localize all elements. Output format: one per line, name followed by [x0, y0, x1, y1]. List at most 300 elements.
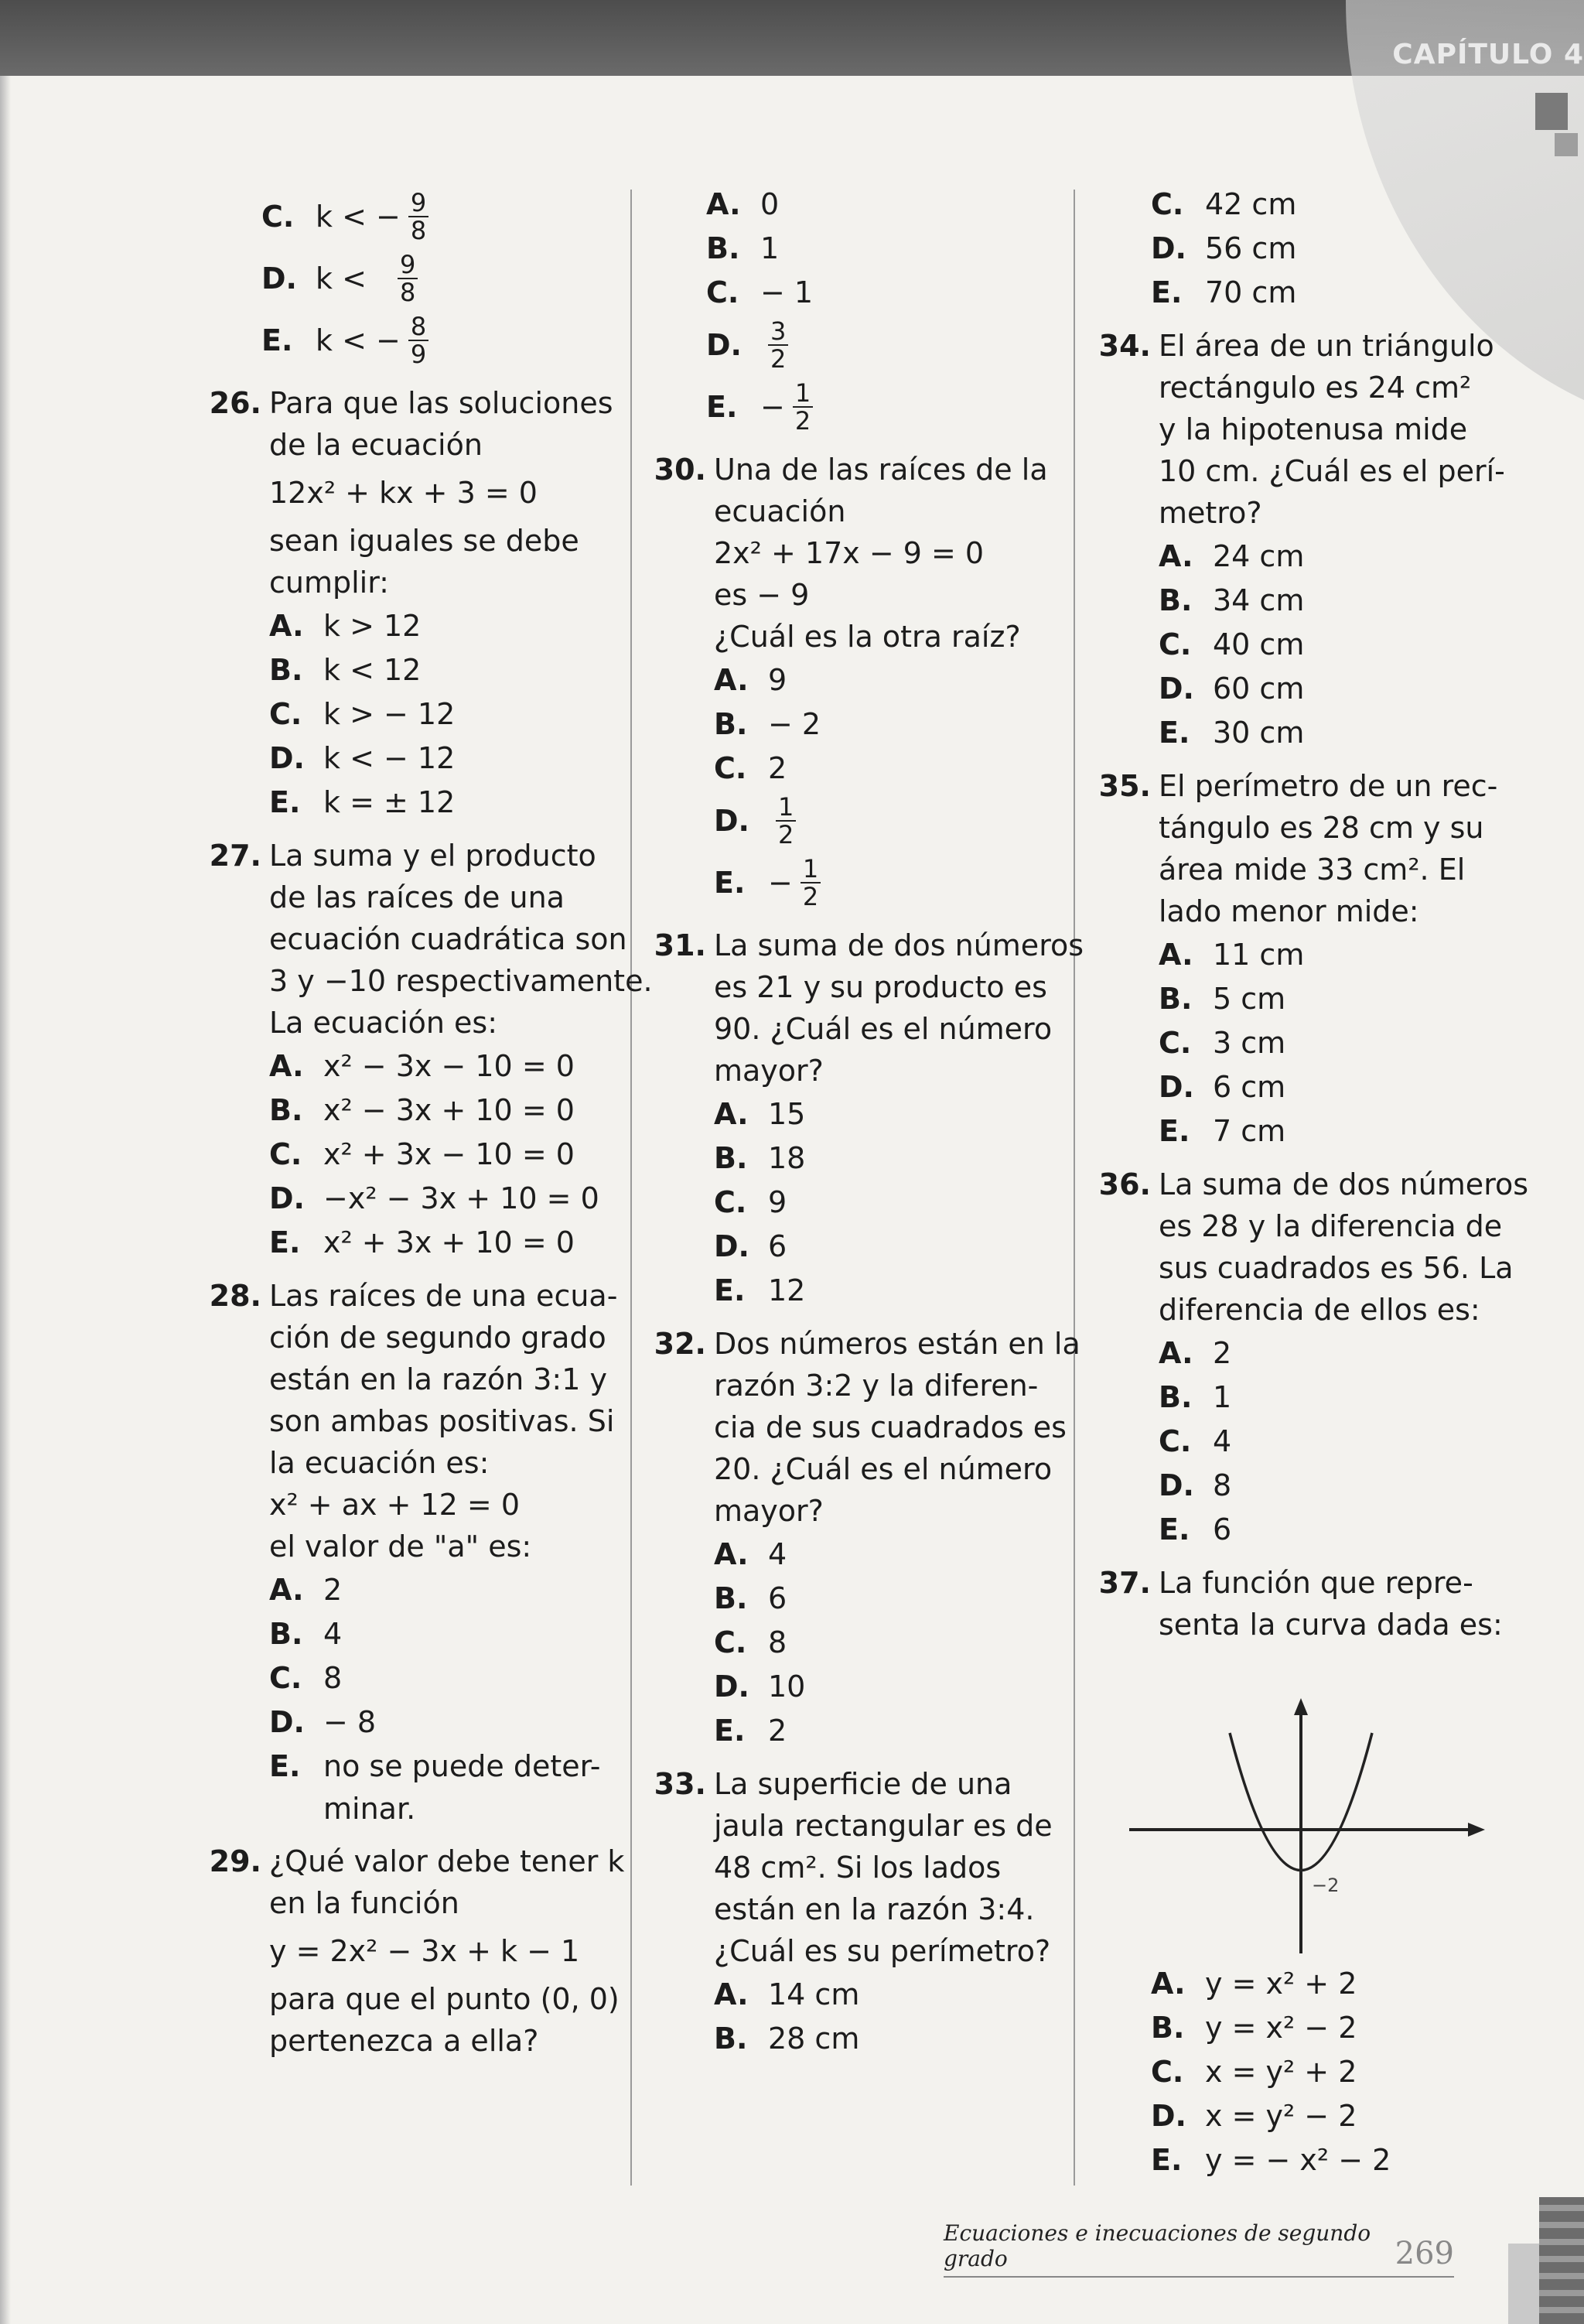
option-text: x² + 3x − 10 = 0 — [323, 1136, 575, 1171]
question-text: La ecuación es: — [269, 1006, 498, 1040]
question-36 — [1098, 1164, 1529, 1551]
option-letter: E. — [714, 1713, 746, 1748]
question-number: 29. — [209, 1844, 261, 1878]
option-letter: E. — [1159, 715, 1190, 750]
option-row — [1159, 1463, 1528, 1507]
question-26 — [209, 382, 613, 824]
option-letter: B. — [269, 1092, 303, 1127]
option-letter: E. — [269, 784, 301, 819]
numerator: 8 — [408, 313, 428, 341]
option-row — [714, 1180, 1084, 1224]
option-row — [1159, 710, 1505, 754]
option-text: 8 — [323, 1660, 343, 1695]
question-text: ¿Qué valor debe tener k — [269, 1844, 625, 1878]
option-letter: E. — [269, 1748, 301, 1783]
question-text: en la función — [269, 1886, 459, 1920]
option-text: 2 — [323, 1572, 343, 1607]
option-list — [269, 1567, 617, 1788]
question-text-block — [1159, 765, 1497, 932]
x-axis-arrow — [1468, 1823, 1485, 1837]
option-row — [269, 1611, 617, 1656]
option-letter: D. — [1159, 1069, 1194, 1104]
option-list — [714, 658, 1056, 790]
question-text: La función que repre- — [1159, 1566, 1473, 1600]
question-text: de la ecuación — [269, 428, 483, 462]
option-letter: C. — [269, 1660, 302, 1695]
option-row — [1159, 1507, 1528, 1551]
question-text: Para que las soluciones — [269, 386, 613, 420]
option-row — [269, 736, 613, 780]
option-letter: B. — [269, 652, 303, 687]
option-list — [1159, 534, 1505, 754]
option-text: x² − 3x + 10 = 0 — [323, 1092, 575, 1127]
question-text: jaula rectangular es de — [714, 1809, 1053, 1843]
question-number: 37. — [1098, 1566, 1151, 1600]
question-body — [714, 1763, 1056, 2060]
option-letter: D. — [1159, 671, 1194, 706]
option-letter: B. — [269, 1616, 303, 1651]
question-33 — [654, 1763, 1056, 2060]
option-text: 42 cm — [1205, 186, 1297, 221]
question-28 — [209, 1275, 618, 1830]
option-row — [269, 1176, 653, 1220]
footer-title: Ecuaciones e inecuaciones de segundo grado — [944, 2220, 1371, 2271]
option-text: − 8 — [323, 1704, 377, 1739]
option-text: 2 — [1213, 1335, 1232, 1370]
question-text: ¿Cuál es su perímetro? — [714, 1934, 1051, 1968]
option-letter: C. — [714, 1184, 747, 1219]
option-row — [269, 1044, 653, 1088]
option-row — [1159, 1109, 1497, 1153]
option-text: 30 cm — [1213, 715, 1305, 750]
option-text: 12 — [768, 1273, 806, 1307]
question-text: la ecuación es: — [269, 1446, 490, 1480]
option-text: 2 — [768, 750, 787, 785]
option-row — [706, 182, 1056, 226]
option-text: k < − — [316, 200, 401, 234]
question-35 — [1098, 765, 1498, 1153]
question-text: el valor de "a" es: — [269, 1529, 532, 1564]
question-number: 30. — [654, 453, 706, 487]
option-text: 24 cm — [1213, 538, 1305, 573]
question-number: 33. — [654, 1767, 706, 1801]
fraction — [793, 380, 813, 434]
question-text: Las raíces de una ecua- — [269, 1279, 618, 1313]
numerator: 1 — [776, 794, 796, 822]
option-row — [1159, 534, 1505, 578]
fraction — [768, 318, 788, 372]
question-body — [714, 924, 1084, 1312]
numerator: 9 — [398, 251, 418, 279]
option-letter: E. — [1151, 275, 1183, 309]
question-number: 27. — [209, 839, 261, 873]
option-row — [1159, 1065, 1497, 1109]
question-text: 2x² + 17x − 9 = 0 — [714, 536, 985, 570]
option-list — [1151, 1961, 1491, 2182]
option-letter: A. — [714, 1536, 749, 1571]
option-letter: A. — [269, 1048, 304, 1083]
option-letter: B. — [1159, 583, 1193, 617]
chapter-label: CAPÍTULO 4 — [1392, 39, 1584, 70]
question-number: 34. — [1098, 329, 1151, 363]
option-text: −x² − 3x + 10 = 0 — [323, 1181, 599, 1215]
question-number: 26. — [209, 386, 261, 420]
question-37-options — [1151, 1961, 1491, 2182]
option-text: 4 — [1213, 1423, 1232, 1458]
option-text: k = ± 12 — [323, 784, 456, 819]
option-text: 2 — [768, 1713, 787, 1748]
option-text: k < — [316, 261, 367, 296]
option-row — [1159, 666, 1505, 710]
question-text: La suma de dos números — [1159, 1167, 1529, 1201]
question-text-block — [269, 1275, 617, 1484]
option-row — [1151, 2093, 1491, 2138]
option-row — [1151, 1961, 1491, 2005]
option-list — [714, 1532, 1080, 1752]
option-row — [269, 1132, 653, 1176]
option-row — [714, 1532, 1080, 1576]
question-text: sean iguales se debe — [269, 524, 579, 558]
option-row — [269, 1700, 617, 1744]
option-row — [714, 1136, 1084, 1180]
option-letter: E. — [1151, 2142, 1183, 2177]
option-letter: E. — [714, 1273, 746, 1307]
question-32 — [654, 1323, 1080, 1752]
option-row — [261, 186, 596, 248]
option-row — [714, 1092, 1084, 1136]
option-letter: B. — [714, 1140, 748, 1175]
column-3 — [1098, 182, 1529, 1646]
option-letter: D. — [261, 261, 297, 296]
option-row — [706, 270, 1056, 314]
option-text: no se puede deter- — [323, 1748, 601, 1783]
option-letter: A. — [1159, 937, 1193, 972]
option-text: k > − 12 — [323, 696, 456, 731]
option-text: 40 cm — [1213, 627, 1305, 661]
question-text: lado menor mide: — [1159, 894, 1419, 928]
question-body — [269, 1840, 624, 2062]
decorative-block — [1508, 2244, 1539, 2324]
option-letter: D. — [269, 740, 305, 775]
question-text: El perímetro de un rec- — [1159, 769, 1498, 803]
question-body — [269, 382, 613, 824]
sign: − — [760, 390, 785, 424]
option-row — [269, 692, 613, 736]
option-letter: D. — [706, 328, 742, 362]
option-row — [714, 702, 1056, 746]
question-text: cumplir: — [269, 566, 389, 600]
option-letter: B. — [714, 1581, 748, 1615]
option-text: 4 — [323, 1616, 343, 1651]
numerator: 9 — [408, 190, 428, 217]
option-row — [714, 1708, 1080, 1752]
option-letter: D. — [1151, 2098, 1186, 2133]
fraction — [776, 794, 796, 848]
question-text-block — [1159, 1562, 1503, 1646]
equation: 12x² + kx + 3 = 0 — [269, 476, 538, 510]
question-text: 3 y −10 respectivamente. — [269, 964, 653, 998]
question-text-block — [714, 924, 1084, 1092]
graph-vertex-label: −2 — [1312, 1875, 1340, 1896]
option-letter: D. — [714, 1669, 749, 1704]
option-letter: C. — [1151, 2054, 1184, 2089]
option-text: 0 — [760, 186, 780, 221]
option-row — [706, 226, 1056, 270]
question-text: senta la curva dada es: — [1159, 1608, 1503, 1642]
column-2 — [654, 182, 1084, 2060]
denominator: 9 — [410, 340, 427, 369]
question-30 — [654, 449, 1056, 914]
option-text: 3 cm — [1213, 1025, 1286, 1060]
option-text: y = − x² − 2 — [1205, 2142, 1391, 2177]
option-text-continued: minar. — [323, 1792, 416, 1826]
question-text: Una de las raíces de la — [714, 453, 1048, 487]
option-row — [714, 852, 1056, 914]
option-letter: D. — [1159, 1468, 1194, 1502]
option-text: 18 — [768, 1140, 806, 1175]
question-body — [269, 835, 653, 1264]
question-number: 36. — [1098, 1167, 1151, 1201]
option-text: − 2 — [768, 706, 821, 741]
option-letter: C. — [714, 1625, 747, 1659]
option-row — [1159, 976, 1497, 1020]
option-text: k > 12 — [323, 608, 422, 643]
question-29 — [209, 1840, 625, 2062]
option-text: 11 cm — [1213, 937, 1305, 972]
option-letter: E. — [269, 1225, 301, 1259]
question-text: para que el punto (0, 0) — [269, 1982, 620, 2016]
equation: y = 2x² − 3x + k − 1 — [269, 1934, 580, 1968]
question-text: mayor? — [714, 1494, 824, 1528]
option-text: k < − — [316, 323, 401, 357]
question-text: y la hipotenusa mide — [1159, 412, 1468, 446]
question-text-block — [269, 835, 653, 1044]
denominator: 2 — [778, 820, 794, 849]
question-text: 48 cm². Si los lados — [714, 1851, 1002, 1885]
option-letter: C. — [1159, 1423, 1192, 1458]
option-row — [1151, 182, 1493, 226]
option-row — [714, 1576, 1080, 1620]
option-row — [1159, 622, 1505, 666]
question-body — [1159, 325, 1505, 754]
option-list — [1159, 932, 1497, 1153]
question-text: es 28 y la diferencia de — [1159, 1209, 1503, 1243]
option-row — [1151, 270, 1493, 314]
option-letter: D. — [269, 1704, 305, 1739]
question-text: La suma de dos números — [714, 928, 1084, 962]
question-number: 31. — [654, 928, 706, 962]
numerator: 3 — [768, 318, 788, 346]
question-31 — [654, 924, 1084, 1312]
option-letter: A. — [1159, 538, 1193, 573]
option-letter: B. — [1159, 1379, 1193, 1414]
denominator: 2 — [794, 406, 811, 436]
option-list — [714, 1092, 1084, 1312]
question-text: sus cuadrados es 56. La — [1159, 1251, 1514, 1285]
option-row — [269, 1220, 653, 1264]
option-letter: D. — [714, 804, 749, 838]
denominator: 2 — [802, 882, 819, 911]
option-list — [1159, 1331, 1528, 1551]
question-text-block — [1159, 325, 1505, 534]
option-row — [269, 603, 613, 648]
option-row — [269, 780, 613, 824]
question-text: tángulo es 28 cm y su — [1159, 811, 1484, 845]
question-text: Dos números están en la — [714, 1327, 1080, 1361]
option-text: 6 — [1213, 1512, 1232, 1546]
question-text: ecuación cuadrática son — [269, 922, 627, 956]
question-body — [1159, 1164, 1528, 1551]
denominator: 2 — [770, 344, 787, 374]
option-text: 7 cm — [1213, 1113, 1286, 1148]
option-letter: C. — [269, 1136, 302, 1171]
option-letter: E. — [261, 323, 293, 357]
numerator: 1 — [801, 856, 821, 883]
option-row — [1151, 2138, 1491, 2182]
question-text-block — [714, 1323, 1080, 1532]
option-text: − 1 — [760, 275, 814, 309]
option-text: 6 — [768, 1581, 787, 1615]
option-text: 4 — [768, 1536, 787, 1571]
option-row — [269, 1567, 617, 1611]
option-letter: A. — [1159, 1335, 1193, 1370]
option-letter: C. — [269, 696, 302, 731]
question-text: El área de un triángulo — [1159, 329, 1494, 363]
option-letter: A. — [714, 1977, 749, 2011]
option-list — [269, 603, 613, 824]
option-letter: A. — [706, 186, 741, 221]
option-row — [1151, 226, 1493, 270]
page-footer — [944, 2220, 1454, 2278]
denominator: 8 — [410, 216, 427, 245]
option-text: y = x² − 2 — [1205, 2010, 1357, 2045]
option-text: 56 cm — [1205, 231, 1297, 265]
option-letter: E. — [706, 390, 738, 424]
question-text: 90. ¿Cuál es el número — [714, 1012, 1053, 1046]
option-letter: B. — [1151, 2010, 1185, 2045]
option-row — [714, 1268, 1084, 1312]
y-axis-arrow — [1294, 1698, 1308, 1715]
option-letter: A. — [714, 1096, 749, 1131]
question-body — [1159, 765, 1497, 1153]
decorative-square — [1555, 133, 1578, 156]
option-row — [714, 1224, 1084, 1268]
question-text: diferencia de ellos es: — [1159, 1293, 1480, 1327]
option-letter: A. — [269, 1572, 304, 1607]
denominator: 8 — [399, 278, 416, 307]
option-text: y = x² + 2 — [1205, 1966, 1357, 2001]
option-text: 9 — [768, 1184, 787, 1219]
option-row — [1159, 1419, 1528, 1463]
question-text: ecuación — [714, 494, 846, 528]
option-row — [269, 1744, 617, 1788]
question-text: razón 3:2 y la diferen- — [714, 1369, 1039, 1403]
question-body — [269, 1275, 617, 1830]
option-row — [269, 648, 613, 692]
question-body — [714, 1323, 1080, 1752]
parabola-graph — [1129, 1698, 1485, 1953]
option-list — [269, 1044, 653, 1264]
question-body — [1159, 1562, 1503, 1646]
question-text: mayor? — [714, 1054, 824, 1088]
option-row — [714, 658, 1056, 702]
decorative-bars — [1539, 2197, 1584, 2324]
option-row — [261, 309, 596, 371]
option-row — [1159, 932, 1497, 976]
question-text: área mide 33 cm². El — [1159, 853, 1466, 887]
option-text: 70 cm — [1205, 275, 1297, 309]
option-letter: A. — [269, 608, 304, 643]
option-text: k < − 12 — [323, 740, 456, 775]
option-letter: A. — [1151, 1966, 1186, 2001]
equation: x² + ax + 12 = 0 — [269, 1488, 521, 1522]
question-text: La suma y el producto — [269, 839, 596, 873]
option-row — [1159, 1331, 1528, 1375]
option-row — [1151, 2049, 1491, 2093]
option-list — [706, 182, 1056, 314]
option-text: x = y² − 2 — [1205, 2098, 1357, 2133]
option-letter: B. — [714, 2021, 748, 2056]
option-letter: D. — [269, 1181, 305, 1215]
option-letter: E. — [1159, 1512, 1190, 1546]
option-list — [714, 1972, 1056, 2060]
option-row — [269, 1088, 653, 1132]
question-text: son ambas positivas. Si — [269, 1404, 615, 1438]
sign: − — [768, 866, 793, 900]
option-text: 6 — [768, 1229, 787, 1263]
option-row — [714, 790, 1056, 852]
question-text-block — [714, 1763, 1056, 1972]
option-text: 60 cm — [1213, 671, 1305, 706]
question-number: 28. — [209, 1279, 261, 1313]
option-text: 15 — [768, 1096, 806, 1131]
option-text: 34 cm — [1213, 583, 1305, 617]
option-text: 28 cm — [768, 2021, 860, 2056]
question-text: es − 9 — [714, 578, 810, 612]
option-letter: A. — [714, 662, 749, 697]
question-text: La superficie de una — [714, 1767, 1012, 1801]
question-text: ción de segundo grado — [269, 1321, 606, 1355]
option-letter: D. — [1151, 231, 1186, 265]
option-text: 10 — [768, 1669, 806, 1704]
question-text-block — [714, 449, 1056, 658]
option-letter: D. — [714, 1229, 749, 1263]
option-row — [714, 1972, 1056, 2016]
option-letter: B. — [714, 706, 748, 741]
option-text: x = y² + 2 — [1205, 2054, 1357, 2089]
option-text: 14 cm — [768, 1977, 860, 2011]
option-row — [714, 746, 1056, 790]
option-row — [714, 1620, 1080, 1664]
page-edge-shadow — [0, 76, 11, 2324]
option-text: 9 — [768, 662, 787, 697]
option-row — [714, 2016, 1056, 2060]
question-text: 20. ¿Cuál es el número — [714, 1452, 1053, 1486]
fraction — [398, 251, 418, 306]
option-list — [1151, 182, 1493, 314]
option-row — [706, 376, 1056, 438]
question-text: de las raíces de una — [269, 880, 565, 914]
fraction — [801, 856, 821, 910]
page-number: 269 — [1395, 2236, 1454, 2271]
option-text: 5 cm — [1213, 981, 1286, 1016]
option-row — [1159, 1375, 1528, 1419]
decorative-square — [1535, 93, 1568, 130]
option-text: 8 — [1213, 1468, 1232, 1502]
fraction — [408, 313, 428, 367]
option-text: 1 — [1213, 1379, 1232, 1414]
question-text: ¿Cuál es la otra raíz? — [714, 620, 1021, 654]
